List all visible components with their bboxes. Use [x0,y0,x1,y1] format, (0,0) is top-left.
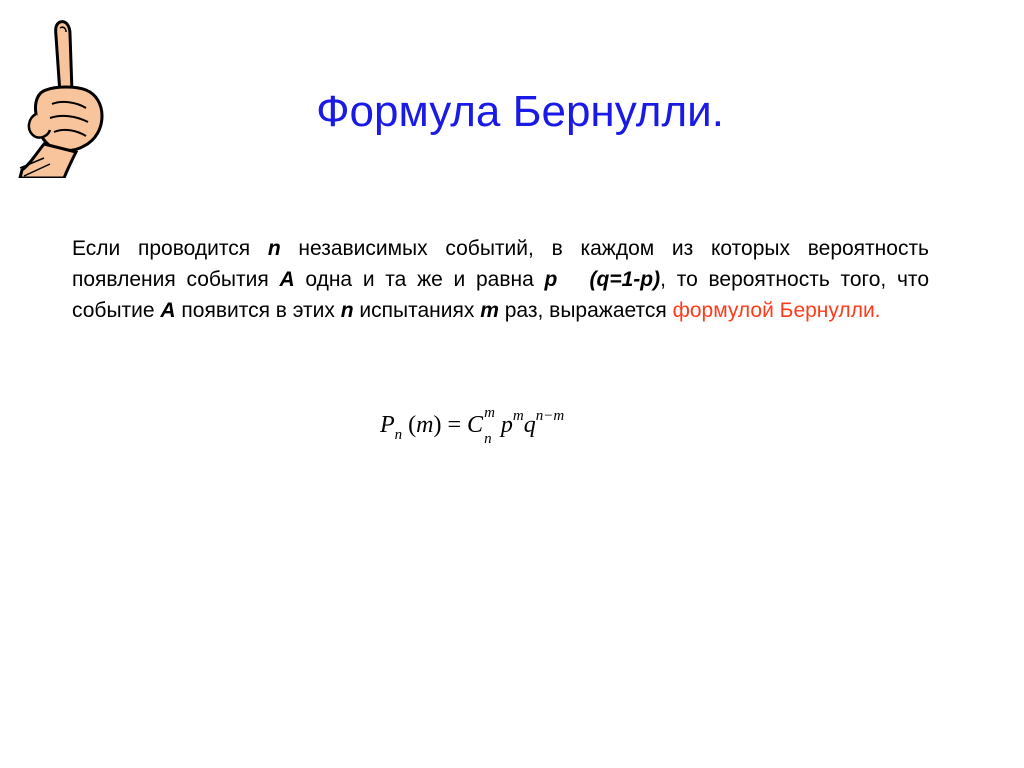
text-segment: , то вероятность того, что событие [72,268,929,322]
formula-q-superscript: n−m [535,408,565,424]
formula-P: P [380,412,395,438]
page-title: Формула Бернулли. [316,87,724,136]
formula-q: q [523,412,536,438]
bernoulli-formula [380,405,640,462]
formula-p: p [494,412,513,438]
variable-a: A [279,268,295,291]
formula-C-subscript: n [484,431,492,448]
text-segment: независимых событий, в каждом из которых вероятность появления события [72,237,929,291]
variable-m: m [480,299,499,322]
formula-C: C [467,412,484,438]
formula-p-superscript: m [512,408,524,424]
variable-q: (q=1-p) [589,268,661,291]
formula-m-arg: m [416,412,434,438]
formula-C-superscript: m [484,405,495,422]
formula-lparen: ( [402,412,417,438]
text-segment: появится в этих [175,299,341,322]
variable-n: n [267,237,281,260]
text-segment: испытаниях [353,299,481,322]
text-segment: одна и та же и равна [294,268,545,291]
variable-a: A [160,299,176,322]
formula-rparen-equals: ) = [433,412,468,438]
formula-P-subscript: n [394,427,403,443]
text-segment: Если проводится [72,237,268,260]
text-segment [557,268,589,291]
highlighted-term: формулой Бернулли. [672,299,881,322]
text-segment: раз, выражается [498,299,673,322]
variable-n: n [340,299,354,322]
variable-p: p [544,268,558,291]
definition-paragraph [72,233,929,326]
